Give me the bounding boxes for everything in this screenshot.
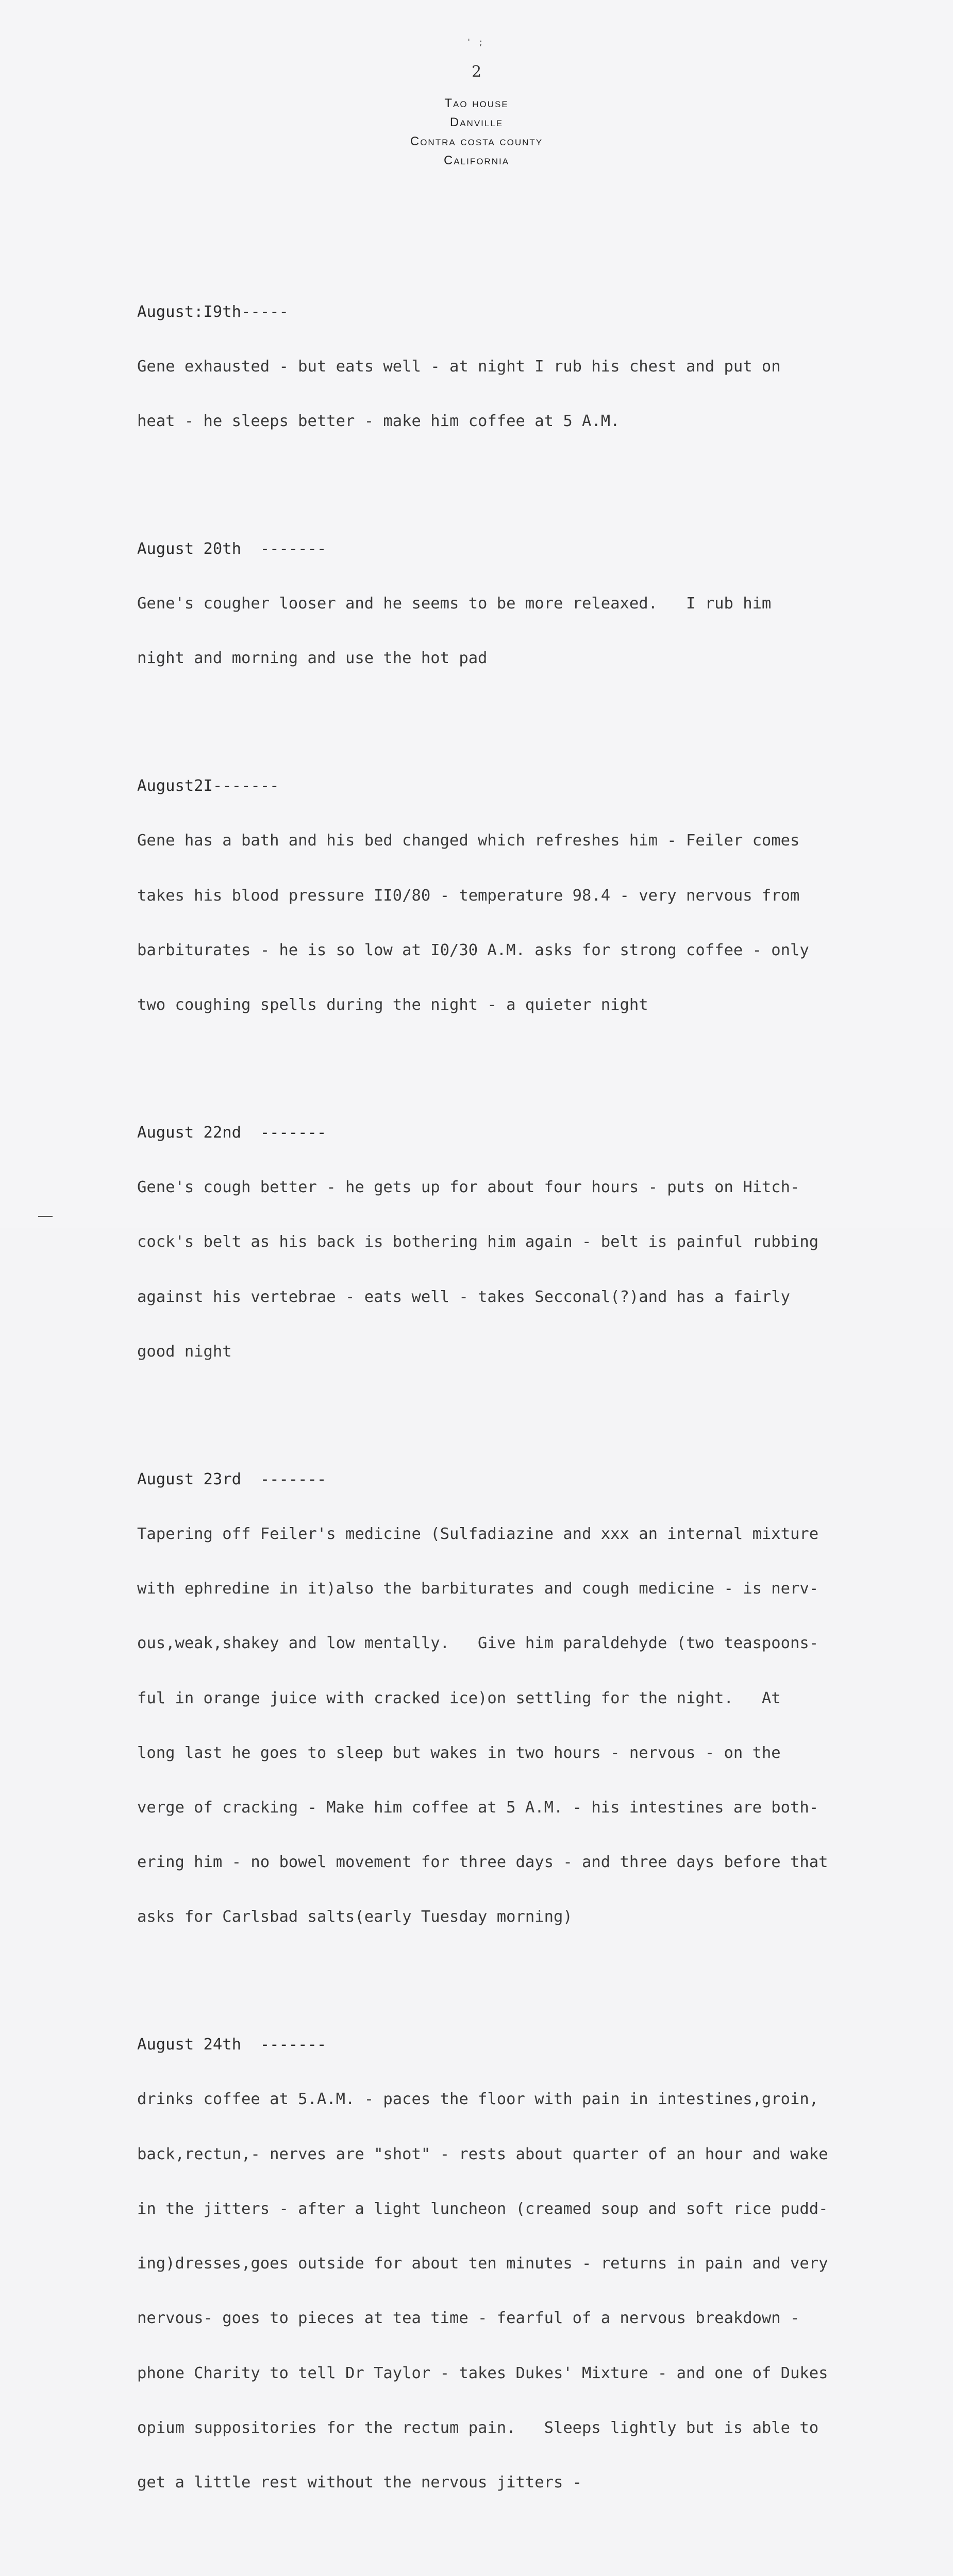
letterhead bbox=[0, 94, 953, 170]
entry-date-heading: August 24th ------- bbox=[137, 2036, 327, 2054]
entry-date-heading: August 23rd ------- bbox=[137, 1470, 327, 1488]
letterhead-line: Danville bbox=[449, 115, 504, 129]
handwritten-marks: ' ; bbox=[467, 37, 486, 48]
entry-line: takes his blood pressure II0/80 - temperature 98.4 - very nervous from bbox=[137, 886, 800, 905]
page-edge-mark bbox=[38, 1216, 53, 1217]
entry-line: Tapering off Feiler's medicine (Sulfadiazine and xxx an internal mixture bbox=[137, 1524, 819, 1543]
journal-entry bbox=[137, 266, 936, 467]
entry-line: Gene has a bath and his bed changed which refreshes him - Feiler comes bbox=[137, 832, 800, 850]
entry-date-heading: August:I9th----- bbox=[137, 302, 289, 321]
entry-line: ing)dresses,goes outside for about ten minutes - returns in pain and very bbox=[137, 2255, 828, 2273]
entry-line: ous,weak,shakey and low mentally. Give him paraldehyde (two teaspoons- bbox=[137, 1634, 819, 1653]
entry-line: back,rectun,- nerves are "shot" - rests about quarter of an hour and wake bbox=[137, 2145, 828, 2163]
entry-date-heading: August2I------- bbox=[137, 777, 279, 795]
journal-entry bbox=[137, 1434, 936, 1963]
entry-line: night and morning and use the hot pad bbox=[137, 649, 488, 668]
letterhead-line: Contra costa county bbox=[410, 134, 543, 148]
entry-line: asks for Carlsbad salts(early Tuesday morning) bbox=[137, 1908, 573, 1926]
entry-line: against his vertebrae - eats well - takes Secconal(?)and has a fairly bbox=[137, 1287, 791, 1306]
entry-line: ful in orange juice with cracked ice)on settling for the night. At bbox=[137, 1689, 781, 1707]
entry-date-heading: August 20th ------- bbox=[137, 539, 327, 558]
entry-line: Gene's cough better - he gets up for about four hours - puts on Hitch- bbox=[137, 1178, 800, 1197]
entry-line: opium suppositories for the rectum pain. Sleeps lightly but is able to bbox=[137, 2418, 819, 2437]
journal-entry bbox=[137, 2565, 936, 2576]
page-number: 2 bbox=[471, 63, 482, 81]
entry-line: two coughing spells during the night - a quieter night bbox=[137, 996, 648, 1014]
entry-line: verge of cracking - Make him coffee at 5 A.M. - his intestines are both- bbox=[137, 1798, 819, 1817]
entry-line: good night bbox=[137, 1342, 232, 1361]
entry-line: get a little rest without the nervous jitters - bbox=[137, 2473, 582, 2492]
entry-date-heading: August 22nd ------- bbox=[137, 1123, 327, 1142]
entry-line: long last he goes to sleep but wakes in two hours - nervous - on the bbox=[137, 1743, 781, 1762]
journal-entry bbox=[137, 740, 936, 1050]
entry-line: barbiturates - he is so low at I0/30 A.M. asks for strong coffee - only bbox=[137, 941, 809, 959]
entry-line: in the jitters - after a light luncheon (creamed soup and soft rice pudd- bbox=[137, 2199, 828, 2218]
entry-line: Gene's cougher looser and he seems to be more releaxed. I rub him bbox=[137, 595, 772, 613]
letterhead-line: California bbox=[443, 154, 510, 167]
letterhead-line: Tao house bbox=[444, 96, 509, 110]
entry-line: ering him - no bowel movement for three days - and three days before that bbox=[137, 1853, 828, 1872]
entry-line: with ephredine in it)also the barbiturates and cough medicine - is nerv- bbox=[137, 1580, 819, 1598]
entry-line: Gene exhausted - but eats well - at night I rub his chest and put on bbox=[137, 357, 781, 376]
journal-entry bbox=[137, 1999, 936, 2528]
journal-entry bbox=[137, 1087, 936, 1397]
journal-body bbox=[137, 230, 936, 2576]
entry-line: nervous- goes to pieces at tea time - fearful of a nervous breakdown - bbox=[137, 2309, 800, 2328]
entry-line: cock's belt as his back is bothering him again - belt is painful rubbing bbox=[137, 1233, 819, 1251]
entry-line: phone Charity to tell Dr Taylor - takes Dukes' Mixture - and one of Dukes bbox=[137, 2364, 828, 2382]
journal-entry bbox=[137, 503, 936, 704]
entry-line: drinks coffee at 5.A.M. - paces the floor with pain in intestines,groin, bbox=[137, 2090, 819, 2109]
entry-line: heat - he sleeps better - make him coffee at 5 A.M. bbox=[137, 412, 620, 431]
